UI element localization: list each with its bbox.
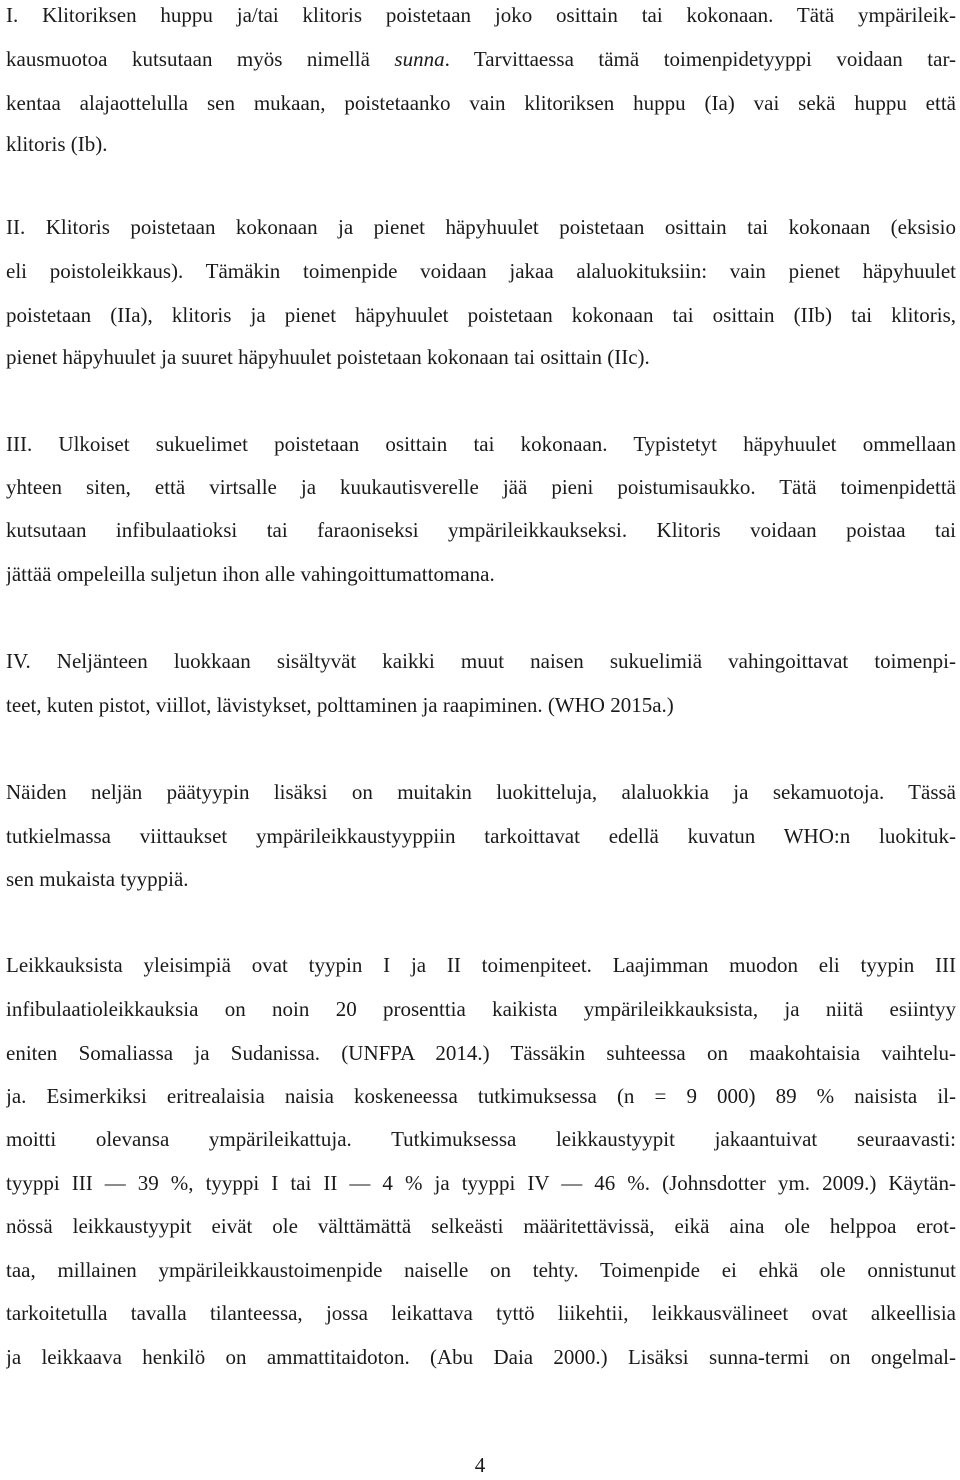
- text-line: poistetaan (IIa), klitoris ja pienet häpyhuulet poistetaan kokonaan tai osittain (IIb) tai klitoris,: [6, 303, 956, 327]
- text-line: tarkoitetulla tavalla tilanteessa, jossa leikattava tyttö liikehtii, leikkausvälineet ovat alkeellisia: [6, 1301, 956, 1325]
- emphasized-term: sunna: [394, 47, 445, 71]
- text-line: ja leikkaava henkilö on ammattitaidoton. (Abu Daia 2000.) Lisäksi sunna-termi on ongelmal-: [6, 1345, 956, 1369]
- text-line: nössä leikkaustyypit eivät ole välttämättä selkeästi määritettävissä, eikä aina ole helppoa erot-: [6, 1214, 956, 1238]
- text-line: teet, kuten pistot, viillot, lävistykset, polttaminen ja raapiminen. (WHO 2015a.): [6, 693, 674, 717]
- text-line: sen mukaista tyyppiä.: [6, 867, 189, 891]
- text-line: Leikkauksista yleisimpiä ovat tyypin I ja II toimenpiteet. Laajimman muodon eli tyypin III: [6, 953, 956, 977]
- text-line: II. Klitoris poistetaan kokonaan ja pienet häpyhuulet poistetaan osittain tai kokonaan (eksisio: [6, 215, 956, 239]
- text-line: III. Ulkoiset sukuelimet poistetaan osittain tai kokonaan. Typistetyt häpyhuulet ommellaan: [6, 432, 956, 456]
- text-line: tutkielmassa viittaukset ympärileikkaustyyppiin tarkoittavat edellä kuvatun WHO:n luokituk-: [6, 824, 956, 848]
- text-line: I. Klitoriksen huppu ja/tai klitoris poistetaan joko osittain tai kokonaan. Tätä ympärileik-: [6, 3, 956, 27]
- text-line: kutsutaan infibulaatioksi tai faraoniseksi ympärileikkaukseksi. Klitoris voidaan poistaa tai: [6, 518, 956, 542]
- text-line: yhteen siten, että virtsalle ja kuukautisverelle jää pieni poistumisaukko. Tätä toimenpidettä: [6, 475, 956, 499]
- text-line: eli poistoleikkaus). Tämäkin toimenpide voidaan jakaa alaluokituksiin: vain pienet häpyhuulet: [6, 259, 956, 283]
- text-line: jättää ompeleilla suljetun ihon alle vahingoittumattomana.: [6, 562, 495, 586]
- text-line: klitoris (Ib).: [6, 132, 108, 156]
- text-line: Näiden neljän päätyypin lisäksi on muitakin luokitteluja, alaluokkia ja sekamuotoja. Tässä: [6, 780, 956, 804]
- text-line: tyyppi III — 39 %, tyyppi I tai II — 4 % ja tyyppi IV — 46 %. (Johnsdotter ym. 2009.) Käytän-: [6, 1171, 956, 1195]
- text-line: eniten Somaliassa ja Sudanissa. (UNFPA 2014.) Tässäkin suhteessa on maakohtaisia vaihtelu-: [6, 1041, 956, 1065]
- text-line: moitti olevansa ympärileikattuja. Tutkimuksessa leikkaustyypit jakaantuivat seuraavasti:: [6, 1127, 956, 1151]
- page-number: 4: [474, 1453, 486, 1477]
- text-line: kentaa alajaottelulla sen mukaan, poistetaanko vain klitoriksen huppu (Ia) vai sekä huppu että: [6, 91, 956, 115]
- text-line: ja. Esimerkiksi eritrealaisia naisia koskeneessa tutkimuksessa (n = 9 000) 89 % naisista il-: [6, 1084, 956, 1108]
- text-line: taa, millainen ympärileikkaustoimenpide naiselle on tehty. Toimenpide ei ehkä ole onnistunut: [6, 1258, 956, 1282]
- text-line: kausmuotoa kutsutaan myös nimellä sunna. Tarvittaessa tämä toimenpidetyyppi voidaan tar-: [6, 47, 956, 71]
- text-line: pienet häpyhuulet ja suuret häpyhuulet poistetaan kokonaan tai osittain (IIc).: [6, 345, 650, 369]
- text-line: IV. Neljänteen luokkaan sisältyvät kaikki muut naisen sukuelimiä vahingoittavat toimenpi-: [6, 649, 956, 673]
- text-line: infibulaatioleikkauksia on noin 20 prosenttia kaikista ympärileikkauksista, ja niitä esiintyy: [6, 997, 956, 1021]
